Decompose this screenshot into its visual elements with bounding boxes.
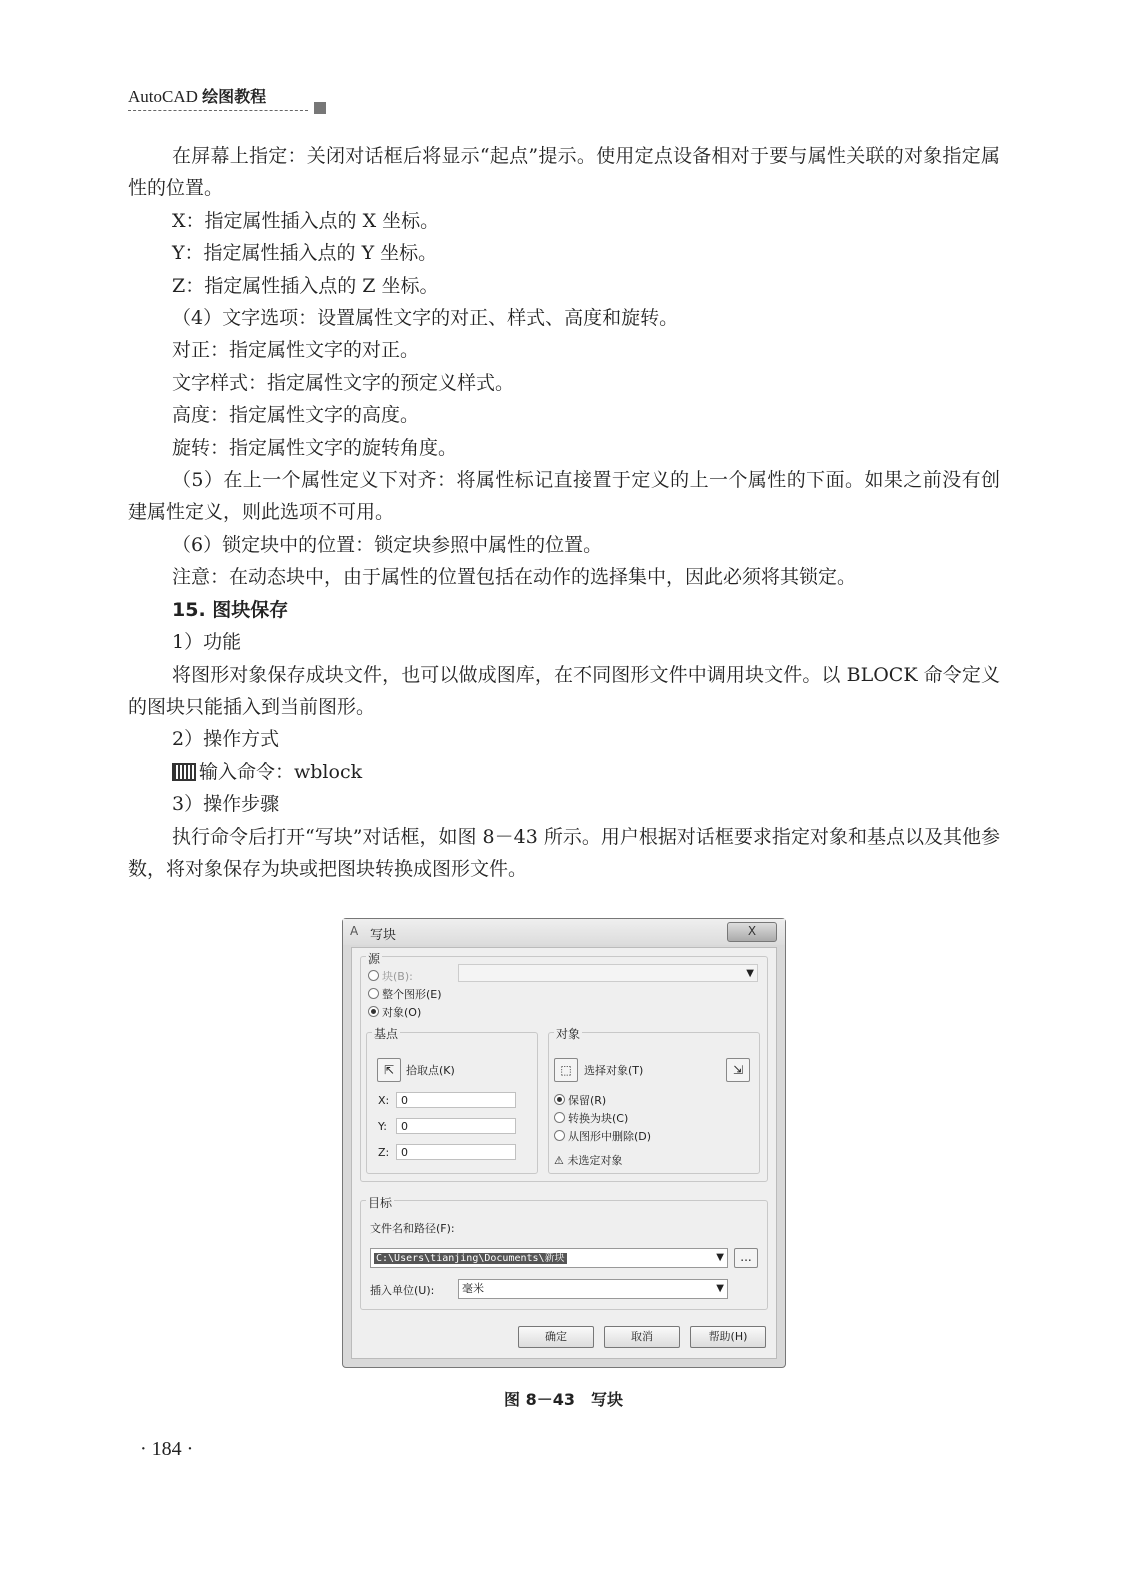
objects-label: 对象 <box>556 1027 581 1041</box>
paragraph: （6）锁定块中的位置：锁定块参照中属性的位置。 <box>172 533 603 556</box>
paragraph: （4）文字选项：设置属性文字的对正、样式、高度和旋转。 <box>172 307 679 330</box>
paragraph-steps: 执行命令后打开“写块”对话框，如图 8－43 所示。用户根据对话框要求指定对象和基点以及其他参数，将对象保存为块或把图块转换成图形文件。 <box>128 825 1000 880</box>
x-label: X: <box>378 1094 390 1107</box>
cancel-button[interactable]: 取消 <box>604 1326 680 1348</box>
y-label: Y: <box>378 1120 387 1133</box>
paragraph: 在屏幕上指定：关闭对话框后将显示“起点”提示。使用定点设备相对于要与属性关联的对象指定属性的位置。 <box>128 145 1000 200</box>
radio-convert-label: 转换为块(C) <box>568 1112 629 1125</box>
radio-block[interactable] <box>368 968 413 984</box>
dialog-client <box>351 947 777 1359</box>
header-square <box>314 102 326 114</box>
book-title <box>128 84 266 107</box>
radio-whole-label: 整个图形(E) <box>382 988 442 1001</box>
radio-indicator <box>368 1006 379 1017</box>
paragraph: 对正：指定属性文字的对正。 <box>172 339 420 362</box>
target-label: 目标 <box>368 1196 393 1210</box>
paragraph-function: 将图形对象保存成块文件，也可以做成图库，在不同图形文件中调用块文件。以 BLOCK 命令定义的图块只能插入到当前图形。 <box>128 663 1000 718</box>
write-block-dialog <box>342 918 786 1368</box>
select-objects-label: 选择对象(T) <box>584 1064 644 1077</box>
book-title-prefix: AutoCAD <box>128 87 198 106</box>
radio-indicator <box>554 1130 565 1141</box>
ok-button[interactable]: 确定 <box>518 1326 594 1348</box>
paragraph: 旋转：指定属性文字的旋转角度。 <box>172 436 458 459</box>
dialog-title: 写块 <box>370 928 397 943</box>
subheading-steps: 3）操作步骤 <box>172 793 280 816</box>
basepoint-label: 基点 <box>374 1027 399 1041</box>
x-field[interactable]: 0 <box>396 1092 516 1108</box>
select-objects-icon: ⬚ <box>560 1063 572 1077</box>
paragraph: 注意：在动态块中，由于属性的位置包括在动作的选择集中，因此必须将其锁定。 <box>172 566 857 589</box>
z-label: Z: <box>378 1146 390 1159</box>
radio-delete[interactable] <box>554 1128 651 1144</box>
radio-block-label: 块(B): <box>382 970 413 983</box>
subheading-operation: 2）操作方式 <box>172 728 280 751</box>
page-number: · 184 · <box>140 1438 194 1460</box>
paragraph: （5）在上一个属性定义下对齐：将属性标记直接置于定义的上一个属性的下面。如果之前没有创建属性定义，则此选项不可用。 <box>128 469 1000 524</box>
warning-text: 未选定对象 <box>567 1154 623 1167</box>
source-label: 源 <box>368 952 381 966</box>
paragraph: X：指定属性插入点的 X 坐标。 <box>172 209 440 232</box>
radio-objects[interactable] <box>368 1004 421 1020</box>
paragraph: 文字样式：指定属性文字的预定义样式。 <box>172 371 515 394</box>
warning-message <box>554 1152 622 1168</box>
paragraph: 高度：指定属性文字的高度。 <box>172 404 420 427</box>
help-button[interactable]: 帮助(H) <box>690 1326 766 1348</box>
filename-value: C:\Users\tianjing\Documents\新块 <box>376 1253 565 1264</box>
radio-indicator <box>368 988 379 999</box>
radio-retain-label: 保留(R) <box>568 1094 607 1107</box>
block-name-combo[interactable] <box>458 964 758 982</box>
filename-label: 文件名和路径(F): <box>370 1222 455 1235</box>
section-heading: 15. 图块保存 <box>172 598 289 621</box>
subheading-function: 1）功能 <box>172 631 242 654</box>
chevron-down-icon: ▼ <box>746 968 754 979</box>
z-field[interactable]: 0 <box>396 1144 516 1160</box>
radio-whole-drawing[interactable] <box>368 986 442 1002</box>
header-rule <box>128 110 308 111</box>
browse-button[interactable]: ... <box>734 1248 758 1268</box>
dialog-titlebar <box>343 919 785 945</box>
figure-caption: 图 8－43 写块 <box>504 1390 623 1409</box>
pick-point-icon: ⇱ <box>383 1063 395 1077</box>
book-title-main: 绘图教程 <box>202 87 267 106</box>
autocad-app-icon: A <box>350 924 359 938</box>
radio-retain[interactable] <box>554 1092 606 1108</box>
body-text <box>128 140 1000 885</box>
command-line <box>128 756 1000 788</box>
radio-delete-label: 从图形中删除(D) <box>568 1130 652 1143</box>
chevron-down-icon: ▼ <box>716 1252 724 1263</box>
pick-point-label: 拾取点(K) <box>406 1064 455 1077</box>
close-button[interactable]: X <box>727 922 777 942</box>
radio-indicator <box>554 1094 565 1105</box>
command-text: 输入命令：wblock <box>199 760 363 783</box>
keyboard-icon <box>172 763 196 781</box>
radio-convert[interactable] <box>554 1110 628 1126</box>
paragraph: Y：指定属性插入点的 Y 坐标。 <box>172 242 438 265</box>
filename-combo[interactable] <box>370 1248 728 1268</box>
paragraph: Z：指定属性插入点的 Z 坐标。 <box>172 274 439 297</box>
quick-select-icon: ⇲ <box>732 1063 744 1077</box>
y-field[interactable]: 0 <box>396 1118 516 1134</box>
units-label: 插入单位(U): <box>370 1284 435 1297</box>
warning-icon: ⚠ <box>554 1154 564 1167</box>
radio-indicator <box>554 1112 565 1123</box>
quick-select-button[interactable] <box>726 1058 750 1082</box>
radio-objects-label: 对象(O) <box>382 1006 422 1019</box>
units-combo[interactable] <box>458 1279 728 1299</box>
radio-indicator <box>368 970 379 981</box>
pick-point-button[interactable] <box>377 1058 401 1082</box>
units-value: 毫米 <box>462 1282 484 1295</box>
running-header <box>128 84 266 107</box>
chevron-down-icon: ▼ <box>716 1283 724 1294</box>
select-objects-button[interactable] <box>554 1058 578 1082</box>
